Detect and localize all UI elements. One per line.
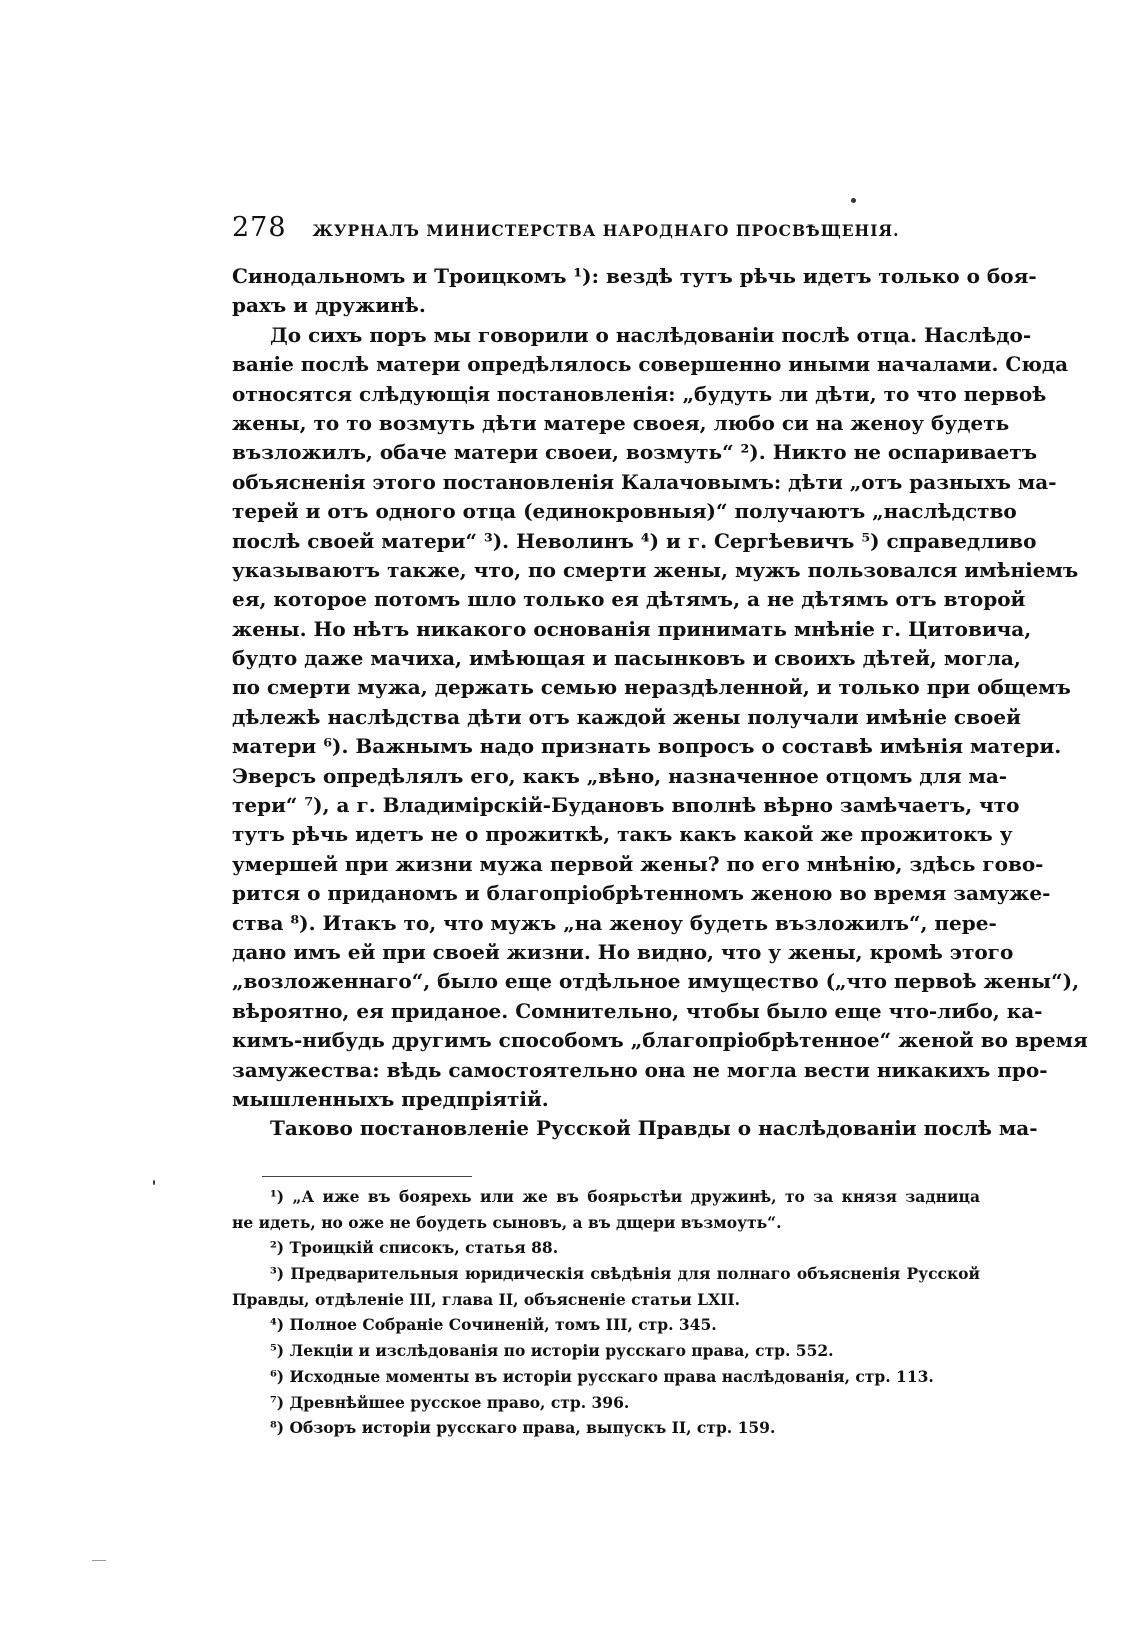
- footnote-line: ⁴) Полное Собраніе Сочиненій, томъ III, стр. 345.: [270, 1315, 717, 1335]
- main-text: [232, 262, 1088, 1144]
- text-line: „возложеннаго“, было еще отдѣльное имущество („что первоѣ жены“),: [232, 969, 1080, 994]
- text-line: умершей при жизни мужа первой жены? по его мнѣнію, здѣсь гово-: [232, 851, 1044, 876]
- text-line: Синодальномъ и Троицкомъ ¹): вездѣ тутъ рѣчь идетъ только о боя-: [232, 264, 1037, 288]
- text-line: дѣлежѣ наслѣдства дѣти отъ каждой жены получали имѣніе своей: [232, 704, 1021, 729]
- text-line: ея, которое потомъ шло только ея дѣтямъ, а не дѣтямъ отъ второй: [232, 587, 1026, 612]
- footnote-rule: [262, 1176, 472, 1177]
- footnotes: [232, 1184, 980, 1441]
- text-line: послѣ своей матери“ ³). Неволинъ ⁴) и г. Сергѣевичъ ⁵) справедливо: [232, 528, 1037, 553]
- page-header: [232, 212, 900, 252]
- text-line: Таково постановленіе Русской Правды о наслѣдованіи послѣ ма-: [270, 1116, 1038, 1141]
- running-title: ЖУРНАЛЪ МИНИСТЕРСТВА НАРОДНАГО ПРОСВѢЩЕНІЯ.: [312, 221, 900, 240]
- footnote-line: Правды, отдѣленіе III, глава II, объясненіе статьи LXII.: [232, 1289, 740, 1309]
- scan-mark: [92, 1560, 106, 1561]
- text-line: указываютъ также, что, по смерти жены, мужъ пользовался имѣніемъ: [232, 557, 1079, 582]
- text-line: дано имъ ей при своей жизни. Но видно, что у жены, кромѣ этого: [232, 939, 1014, 964]
- text-line: жены. Но нѣтъ никакого основанія принимать мнѣніе г. Цитовича,: [232, 616, 1032, 641]
- page-number: 278: [232, 212, 287, 243]
- footnote-line: ¹) „А иже въ боярехь или же въ боярьстѣи дружинѣ, то за князя задница: [270, 1187, 980, 1206]
- footnote-line: ³) Предварительныя юридическія свѣдѣнія для полнаго объясненія Русской: [270, 1264, 980, 1284]
- text-line: възложилъ, обаче матери своеи, возмуть“ ²). Никто не оспариваетъ: [232, 440, 1038, 465]
- text-line: тутъ рѣчь идетъ не о прожиткѣ, такъ какъ какой же прожитокъ у: [232, 822, 1013, 847]
- footnote-line: ⁸) Обзоръ исторіи русскаго права, выпускъ II, стр. 159.: [270, 1418, 776, 1438]
- text-line: ваніе послѣ матери опредѣлялось совершенно иными началами. Сюда: [232, 352, 1069, 377]
- text-line: рахъ и дружинѣ.: [232, 293, 426, 318]
- text-line: Эверсъ опредѣлялъ его, какъ „вѣно, назначенное отцомъ для ма-: [232, 763, 1008, 788]
- text-line: по смерти мужа, держать семью нераздѣленной, и только при общемъ: [232, 675, 1071, 700]
- footnote-line: не идеть, но оже не боудеть сыновъ, а въ дщери възмоуть“.: [232, 1212, 782, 1232]
- footnote-line: ²) Троицкій списокъ, статья 88.: [270, 1238, 559, 1258]
- footnote-line: ⁶) Исходные моменты въ исторіи русскаго права наслѣдованія, стр. 113.: [270, 1366, 934, 1386]
- text-line: ства ⁸). Итакъ то, что мужъ „на женоу будеть възложилъ“, пере-: [232, 910, 997, 935]
- footnote-line: ⁵) Лекціи и изслѣдованія по исторіи русскаго права, стр. 552.: [270, 1341, 834, 1361]
- text-line: рится о приданомъ и благопріобрѣтенномъ женою во время замуже-: [232, 881, 1051, 906]
- text-line: вѣроятно, ея приданое. Сомнительно, чтобы было еще что-либо, ка-: [232, 998, 1043, 1023]
- text-line: матери ⁶). Важнымъ надо признать вопросъ о составѣ имѣнія матери.: [232, 734, 1062, 759]
- text-line: жены, то то возмуть дѣти матере своея, любо си на женоу будеть: [232, 410, 1010, 435]
- text-line: относятся слѣдующія постановленія: „будуть ли дѣти, то что первоѣ: [232, 381, 1047, 406]
- text-line: кимъ-нибудь другимъ способомъ „благопріобрѣтенное“ женой во время: [232, 1028, 1088, 1053]
- footnote-line: ⁷) Древнѣйшее русское право, стр. 396.: [270, 1392, 630, 1412]
- text-line: будто даже мачиха, имѣющая и пасынковъ и своихъ дѣтей, могла,: [232, 646, 1021, 671]
- speck-mark: [851, 198, 856, 203]
- text-line: мышленныхъ предпріятій.: [232, 1086, 549, 1111]
- text-line: объясненія этого постановленія Калачовымъ: дѣти „отъ разныхъ ма-: [232, 469, 1057, 494]
- text-line: замужества: вѣдь самостоятельно она не могла вести никакихъ про-: [232, 1057, 1048, 1082]
- speck-mark: [153, 1180, 155, 1185]
- text-line: тери“ ⁷), а г. Владимірскій-Будановъ вполнѣ вѣрно замѣчаетъ, что: [232, 793, 1020, 818]
- text-line: терей и отъ одного отца (единокровныя)“ получаютъ „наслѣдство: [232, 499, 1017, 524]
- text-line: До сихъ поръ мы говорили о наслѣдованіи послѣ отца. Наслѣдо-: [270, 322, 1032, 347]
